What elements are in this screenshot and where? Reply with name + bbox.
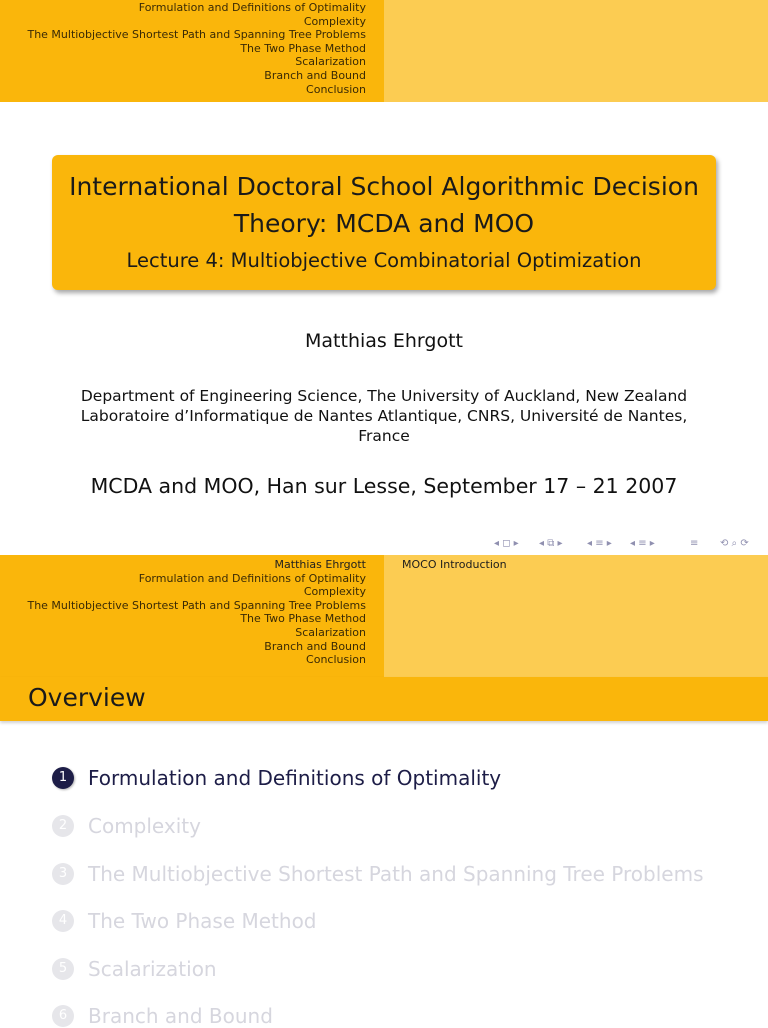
- toc-number-ball: 1: [52, 767, 74, 789]
- appendix-icon[interactable]: ≡: [690, 538, 699, 549]
- toc-item[interactable]: [52, 814, 201, 838]
- toc-number-ball: 5: [52, 958, 74, 980]
- title-block: [52, 155, 716, 290]
- headline-section-link[interactable]: Conclusion: [306, 653, 366, 667]
- frame-nav-icon[interactable]: ◂ ◻ ▸: [494, 538, 519, 549]
- headline-author: Matthias Ehrgott: [274, 558, 366, 571]
- affiliation-line: Laboratoire d’Informatique de Nantes Atlantique, CNRS, Université de Nantes,: [80, 407, 688, 425]
- frame-title: Overview: [0, 677, 768, 721]
- toc-number-ball: 2: [52, 815, 74, 837]
- bottom-headline: [0, 555, 768, 677]
- toc-number-ball: 6: [52, 1005, 74, 1027]
- top-headline: [0, 0, 768, 102]
- toc-number-ball: 4: [52, 910, 74, 932]
- toc-item[interactable]: [52, 909, 317, 933]
- headline-section-link[interactable]: Branch and Bound: [264, 639, 366, 653]
- navigation-bar: [0, 536, 768, 552]
- headline-section-link[interactable]: Complexity: [303, 14, 366, 28]
- headline-section-link[interactable]: The Two Phase Method: [240, 612, 366, 626]
- subsection-nav-icon[interactable]: ◂ ⧉ ▸: [539, 538, 563, 549]
- top-headline-right: [384, 0, 768, 102]
- section-nav-icon[interactable]: ◂ ≡ ▸: [587, 538, 612, 549]
- bottom-headline-sections: [0, 555, 384, 677]
- author-name: Matthias Ehrgott: [305, 330, 463, 352]
- affiliation: [0, 386, 768, 446]
- toc-label: Formulation and Definitions of Optimality: [88, 766, 502, 790]
- toc-item[interactable]: [52, 766, 501, 790]
- presentation-title-line1: International Doctoral School Algorithmic Decision: [69, 172, 699, 201]
- bottom-headline-right: [384, 555, 768, 677]
- toc-label: Branch and Bound: [88, 1004, 273, 1028]
- affiliation-line: France: [358, 427, 410, 445]
- toc-item[interactable]: [52, 957, 217, 981]
- headline-section-link[interactable]: Scalarization: [295, 625, 366, 639]
- headline-section-link[interactable]: Formulation and Definitions of Optimality: [138, 1, 366, 14]
- toc-item[interactable]: [52, 862, 704, 886]
- toc-number-ball: 3: [52, 863, 74, 885]
- presentation-title-line2: Theory: MCDA and MOO: [233, 209, 535, 238]
- toc-label: The Multiobjective Shortest Path and Spanning Tree Problems: [88, 862, 704, 886]
- top-headline-sections: [0, 0, 384, 102]
- headline-section-link[interactable]: The Multiobjective Shortest Path and Spanning Tree Problems: [27, 598, 366, 612]
- toc-item[interactable]: [52, 1004, 273, 1028]
- headline-section-link[interactable]: Conclusion: [306, 82, 366, 96]
- presentation-subtitle: Lecture 4: Multiobjective Combinatorial Optimization: [126, 249, 642, 272]
- conference-line: MCDA and MOO, Han sur Lesse, September 17 – 21 2007: [90, 474, 678, 498]
- headline-short-title: MOCO Introduction: [402, 558, 507, 571]
- search-icon[interactable]: ⟲ ⌕ ⟳: [720, 538, 749, 549]
- headline-section-link[interactable]: Complexity: [303, 585, 366, 599]
- headline-section-link[interactable]: The Two Phase Method: [240, 41, 366, 55]
- headline-section-link[interactable]: Branch and Bound: [264, 68, 366, 82]
- affiliation-line: Department of Engineering Science, The University of Auckland, New Zealand: [80, 387, 688, 405]
- headline-section-link[interactable]: Scalarization: [295, 55, 366, 69]
- headline-section-link[interactable]: Formulation and Definitions of Optimality: [138, 571, 366, 585]
- document-nav-icon[interactable]: ◂ ≡ ▸: [630, 538, 655, 549]
- headline-section-link[interactable]: The Multiobjective Shortest Path and Spanning Tree Problems: [27, 28, 366, 42]
- toc-label: Complexity: [88, 814, 201, 838]
- toc-label: Scalarization: [88, 957, 217, 981]
- toc-label: The Two Phase Method: [88, 909, 317, 933]
